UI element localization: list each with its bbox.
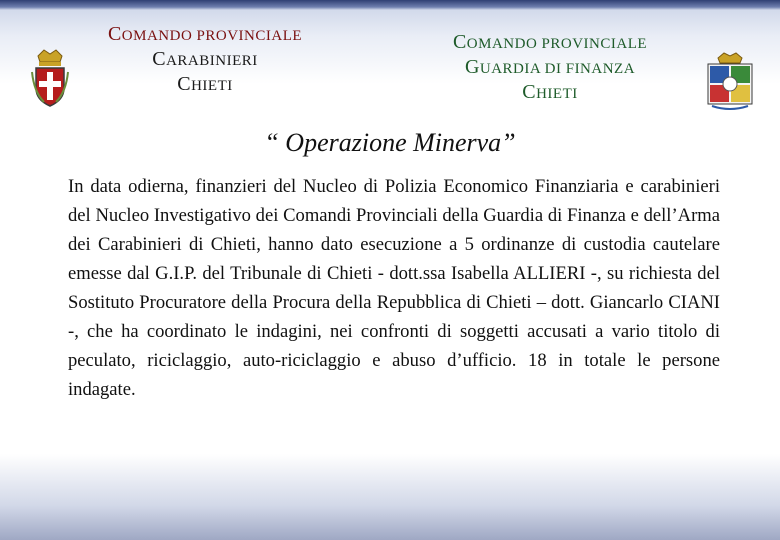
guardia-di-finanza-crest-icon xyxy=(704,52,756,112)
carabinieri-header-line1: COMANDO PROVINCIALE xyxy=(107,23,303,45)
top-stripe xyxy=(0,0,780,10)
carabinieri-header-line2: CARABINIERI xyxy=(152,48,258,70)
gdf-command-header xyxy=(420,30,680,105)
gdf-header-line2: GUARDIA DI FINANZA xyxy=(464,56,636,78)
footer-background xyxy=(0,454,780,540)
carabinieri-header-line3: CHIETI xyxy=(177,73,233,95)
carabinieri-crest-icon xyxy=(30,48,70,110)
gdf-header-line1: COMANDO PROVINCIALE xyxy=(452,31,648,53)
press-release-body: In data odierna, finanzieri del Nucleo di Polizia Economico Finanziaria e carabinieri del Nucleo Investigativo dei Comandi Provinciali della Guardia di Finanza e dell’Arma dei Carabinieri di Chieti, hanno dato esecuzione a 5 ordinanze di custodia cautelare emesse dal G.I.P. del Tribunale di Chieti - dott.ssa Isabella ALLIERI -, su richiesta del Sostituto Procuratore della Procura della Repubblica di Chieti – dott. Giancarlo CIANI -, che ha coordinato le indagini, nei confronti di soggetti accusati a vario titolo di peculato, riciclaggio, auto-riciclaggio e abuso d’ufficio. 18 in totale le persone indagate. xyxy=(68,176,720,400)
carabinieri-command-header xyxy=(80,22,330,97)
gdf-header-line3: CHIETI xyxy=(522,81,578,103)
operation-title: “ Operazione Minerva” xyxy=(264,128,516,157)
